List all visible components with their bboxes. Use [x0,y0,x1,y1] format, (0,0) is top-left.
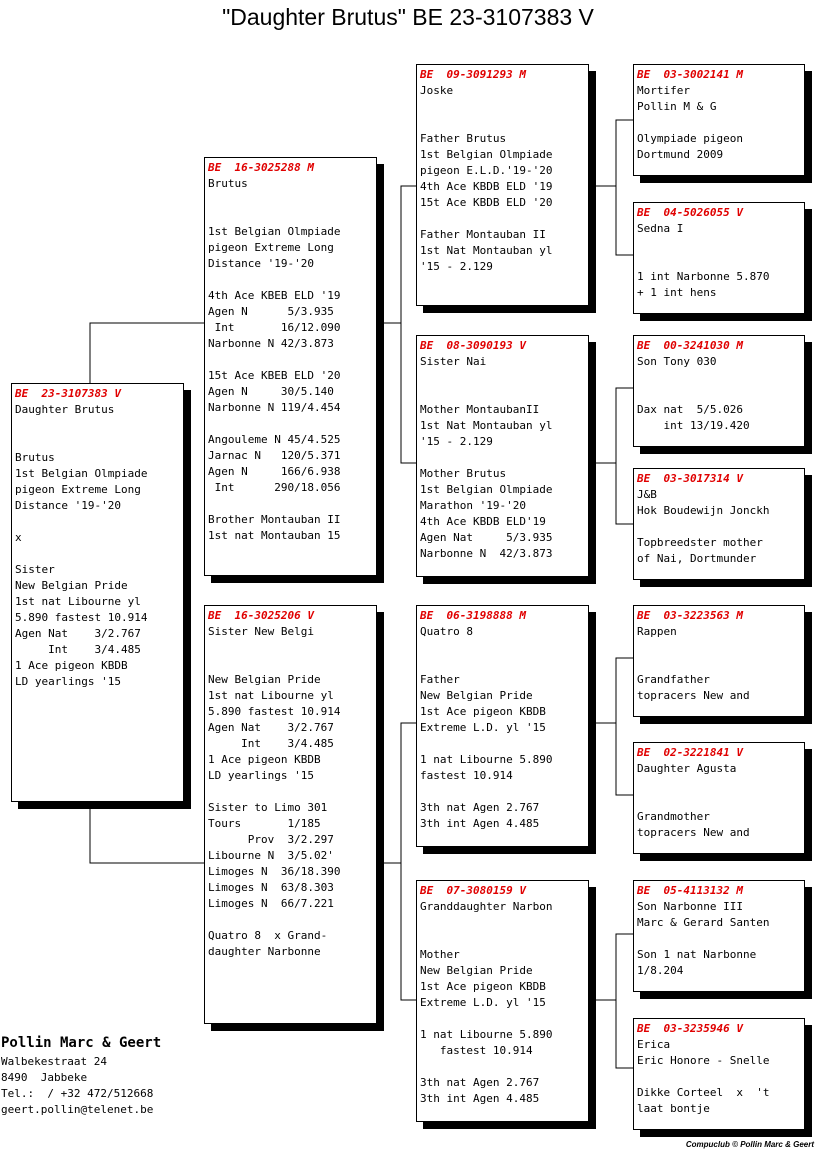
pigeon-card-sire[interactable] [204,157,377,576]
pigeon-card-dd-dam[interactable] [633,1018,805,1130]
ring-number: BE 03-3235946 V [637,1022,743,1035]
pigeon-card-dam-dam[interactable] [416,880,589,1122]
ring-number: BE 23-3107383 V [15,387,121,400]
pigeon-card-sd-sire[interactable] [633,335,805,447]
pigeon-details: Sedna I 1 int Narbonne 5.870 + 1 int hens [637,222,770,299]
pedigree-title: "Daughter Brutus" BE 23-3107383 V [222,4,594,30]
pigeon-details: J&B Hok Boudewijn Jonckh Topbreedster mother of Nai, Dortmunder [637,488,770,565]
ring-number: BE 02-3221841 V [637,746,743,759]
ring-number: BE 03-3002141 M [637,68,743,81]
pigeon-card-sd-dam[interactable] [633,468,805,580]
ring-number: BE 07-3080159 V [420,884,526,897]
pigeon-card-ss-dam[interactable] [633,202,805,314]
pigeon-details: Daughter Brutus Brutus 1st Belgian Olmpiade pigeon Extreme Long Distance '19-'20 x Sister New Belgian Pride 1st nat Libourne yl 5.890 fastest 10.914 Agen Nat 3/2.767 Int 3/4.485 1 Ace pigeon KBDB LD yearlings '15 [15,403,148,688]
pigeon-details: Quatro 8 Father New Belgian Pride 1st Ace pigeon KBDB Extreme L.D. yl '15 1 nat Libourne 5.890 fastest 10.914 3th nat Agen 2.767 3th int Agen 4.485 [420,625,553,830]
pigeon-details: Joske Father Brutus 1st Belgian Olmpiade pigeon E.L.D.'19-'20 4th Ace KBDB ELD '19 15t Ace KBDB ELD '20 Father Montauban II 1st Nat Montauban yl '15 - 2.129 [420,84,553,273]
ring-number: BE 06-3198888 M [420,609,526,622]
ring-number: BE 09-3091293 M [420,68,526,81]
pigeon-details: Granddaughter Narbon Mother New Belgian Pride 1st Ace pigeon KBDB Extreme L.D. yl '15 1 nat Libourne 5.890 fastest 10.914 3th nat Agen 2.767 3th int Agen 4.485 [420,900,553,1105]
breeder-info [1,1034,161,1118]
ring-number: BE 03-3223563 M [637,609,743,622]
pigeon-details: Sister New Belgi New Belgian Pride 1st nat Libourne yl 5.890 fastest 10.914 Agen Nat 3/2.767 Int 3/4.485 1 Ace pigeon KBDB LD yearlings '15 Sister to Limo 301 Tours 1/185 Prov 3/2.297 Libourne N 3/5.02' Limoges N 36/18.390 Limoges N 63/8.303 Limoges N 66/7.221 Quatro 8 x Grand- daughter Narbonne [208,625,341,958]
breeder-name: Pollin Marc & Geert [1,1035,162,1051]
ring-number: BE 00-3241030 M [637,339,743,352]
pigeon-card-subject[interactable] [11,383,184,802]
pigeon-details: Mortifer Pollin M & G Olympiade pigeon Dortmund 2009 [637,84,743,161]
breeder-address: Walbekestraat 24 8490 Jabbeke Tel.: / +32 472/512668 geert.pollin@telenet.be [1,1055,154,1116]
pigeon-details: Sister Nai Mother MontaubanII 1st Nat Montauban yl '15 - 2.129 Mother Brutus 1st Belgian Olmpiade Marathon '19-'20 4th Ace KBDB ELD'19 Agen Nat 5/3.935 Narbonne N 42/3.873 [420,355,553,560]
ring-number: BE 16-3025206 V [208,609,314,622]
pigeon-details: Erica Eric Honore - Snelle Dikke Corteel x 't laat bontje [637,1038,770,1115]
ring-number: BE 04-5026055 V [637,206,743,219]
pigeon-card-sire-dam[interactable] [416,335,589,577]
pigeon-details: Daughter Agusta Grandmother topracers New and [637,762,750,839]
software-credit: Compuclub © Pollin Marc & Geert [685,1140,814,1149]
pigeon-details: Rappen Grandfather topracers New and [637,625,750,702]
pigeon-details: Brutus 1st Belgian Olmpiade pigeon Extreme Long Distance '19-'20 4th Ace KBEB ELD '19 Agen N 5/3.935 Int 16/12.090 Narbonne N 42/3.873 15t Ace KBEB ELD '20 Agen N 30/5.140 Narbonne N 119/4.454 Angouleme N 45/4.525 Jarnac N 120/5.371 Agen N 166/6.938 Int 290/18.056 Brother Montauban II 1st nat Montauban 15 [208,177,341,542]
pigeon-card-sire-sire[interactable] [416,64,589,306]
pigeon-card-dam[interactable] [204,605,377,1024]
ring-number: BE 08-3090193 V [420,339,526,352]
pigeon-details: Son Tony 030 Dax nat 5/5.026 int 13/19.420 [637,355,750,432]
ring-number: BE 03-3017314 V [637,472,743,485]
pigeon-details: Son Narbonne III Marc & Gerard Santen Son 1 nat Narbonne 1/8.204 [637,900,770,977]
pigeon-card-dam-sire[interactable] [416,605,589,847]
ring-number: BE 05-4113132 M [637,884,743,897]
ring-number: BE 16-3025288 M [208,161,314,174]
pigeon-card-dd-sire[interactable] [633,880,805,992]
pigeon-card-ds-sire[interactable] [633,605,805,717]
pigeon-card-ss-sire[interactable] [633,64,805,176]
pigeon-card-ds-dam[interactable] [633,742,805,854]
